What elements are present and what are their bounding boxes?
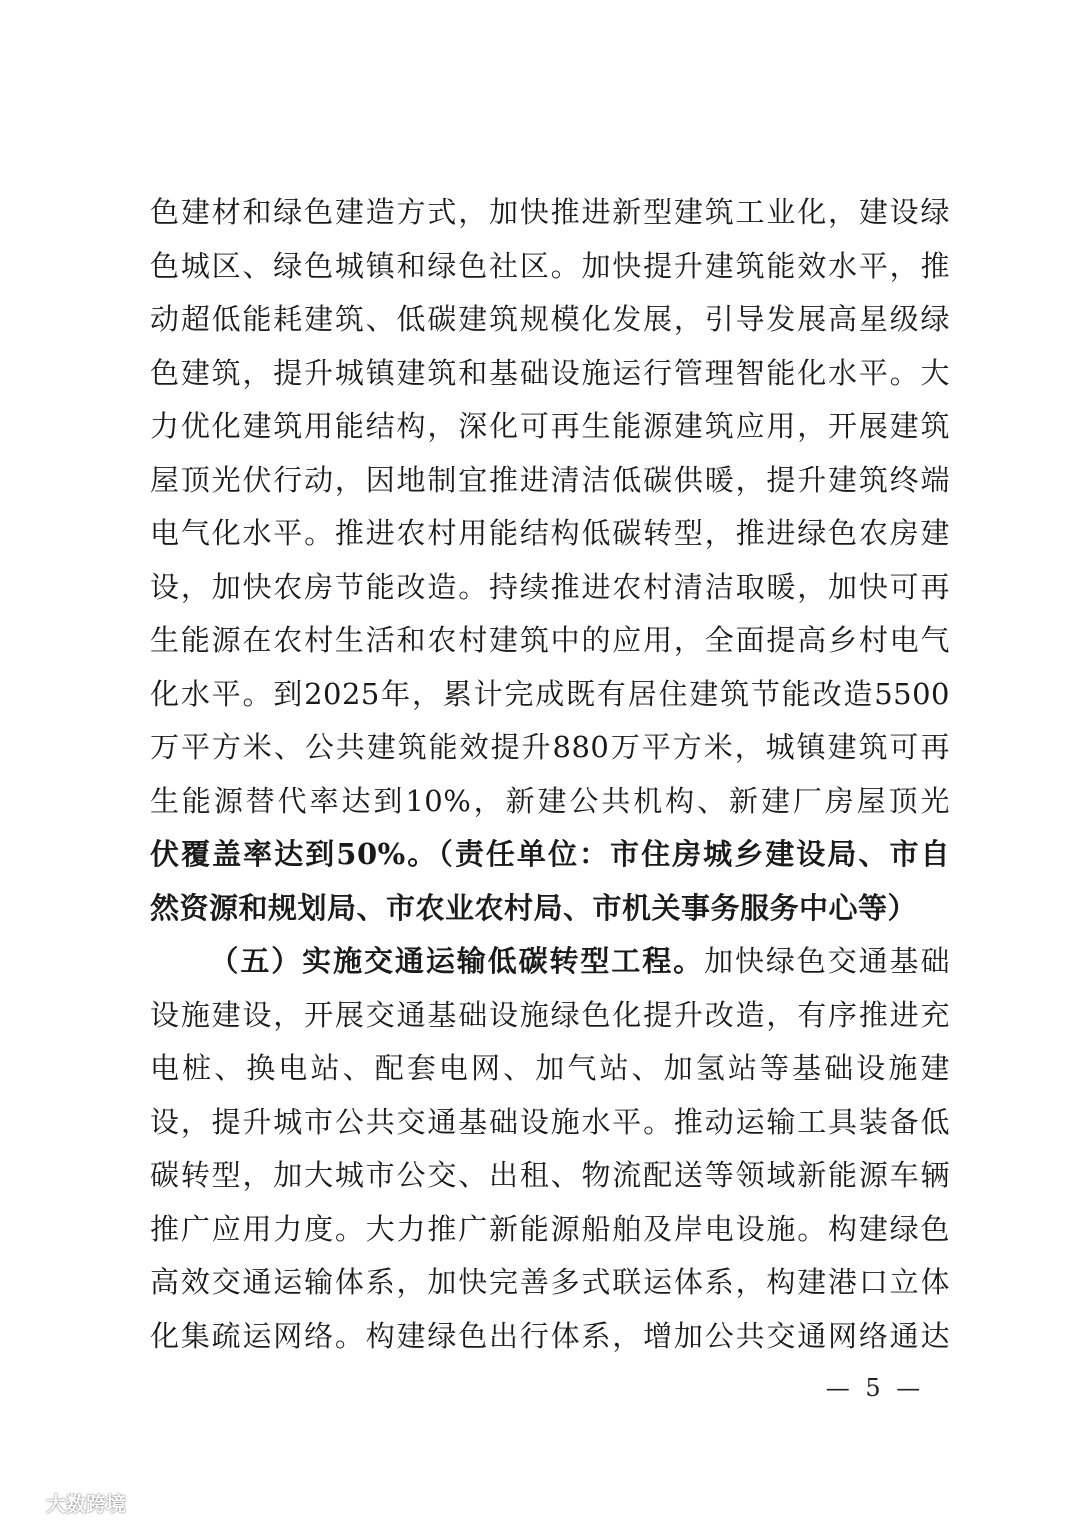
section-five-first-line-text: 加快绿色交通基础: [704, 944, 950, 978]
text-line: 生能源替代率达到10%，新建公共机构、新建厂房屋顶光: [150, 783, 950, 818]
text-line: 动超低能耗建筑、低碳建筑规模化发展，引导发展高星级绿: [150, 302, 950, 336]
text-line: 电气化水平。推进农村用能结构低碳转型，推进绿色农房建: [150, 516, 950, 550]
responsibility-line: 伏覆盖率达到50%。（责任单位：市住房城乡建设局、市自: [150, 837, 950, 871]
text-line: 色建筑，提升城镇建筑和基础设施运行管理智能化水平。大: [150, 355, 950, 390]
text-line: 设，提升城市公共交通基础设施水平。推动运输工具装备低: [150, 1104, 950, 1139]
section-five-first-line: [150, 935, 950, 989]
text-line: 力优化建筑用能结构，深化可再生能源建筑应用，开展建筑: [150, 409, 950, 443]
text-line: 万平方米、公共建筑能效提升880万平方米，城镇建筑可再: [150, 730, 950, 764]
body-text: [150, 186, 950, 1363]
text-line: 电桩、换电站、配套电网、加气站、加氢站等基础设施建: [150, 1051, 950, 1085]
page-number: — 5 —: [825, 1374, 925, 1402]
text-line: 设施建设，开展交通基础设施绿色化提升改造，有序推进充: [150, 997, 950, 1032]
text-line: 设，加快农房节能改造。持续推进农村清洁取暖，加快可再: [150, 569, 950, 604]
text-line: 推广应用力度。大力推广新能源船舶及岸电设施。构建绿色: [150, 1211, 950, 1246]
text-line: 色城区、绿色城镇和绿色社区。加快提升建筑能效水平，推: [150, 248, 950, 283]
text-line: 碳转型，加大城市公交、出租、物流配送等领域新能源车辆: [150, 1158, 950, 1192]
weibo-logo-icon: [6, 1488, 42, 1516]
text-line: 化水平。到2025年，累计完成既有居住建筑节能改造5500: [150, 676, 950, 711]
responsibility-line: 然资源和规划局、市农业农村局、市机关事务服务中心等）: [150, 890, 918, 925]
section-five-heading: （五）实施交通运输低碳转型工程。: [208, 944, 705, 978]
text-line: 色建材和绿色建造方式，加快推进新型建筑工业化，建设绿: [150, 195, 950, 229]
text-line: 化集疏运网络。构建绿色出行体系，增加公共交通网络通达: [150, 1318, 950, 1353]
watermark: [6, 1486, 126, 1518]
watermark-text: 大数跨境: [46, 1491, 126, 1516]
text-line: 屋顶光伏行动，因地制宜推进清洁低碳供暖，提升建筑终端: [150, 462, 950, 497]
text-line: 高效交通运输体系，加快完善多式联运体系，构建港口立体: [150, 1265, 950, 1299]
text-line: 生能源在农村生活和农村建筑中的应用，全面提高乡村电气: [150, 623, 950, 657]
